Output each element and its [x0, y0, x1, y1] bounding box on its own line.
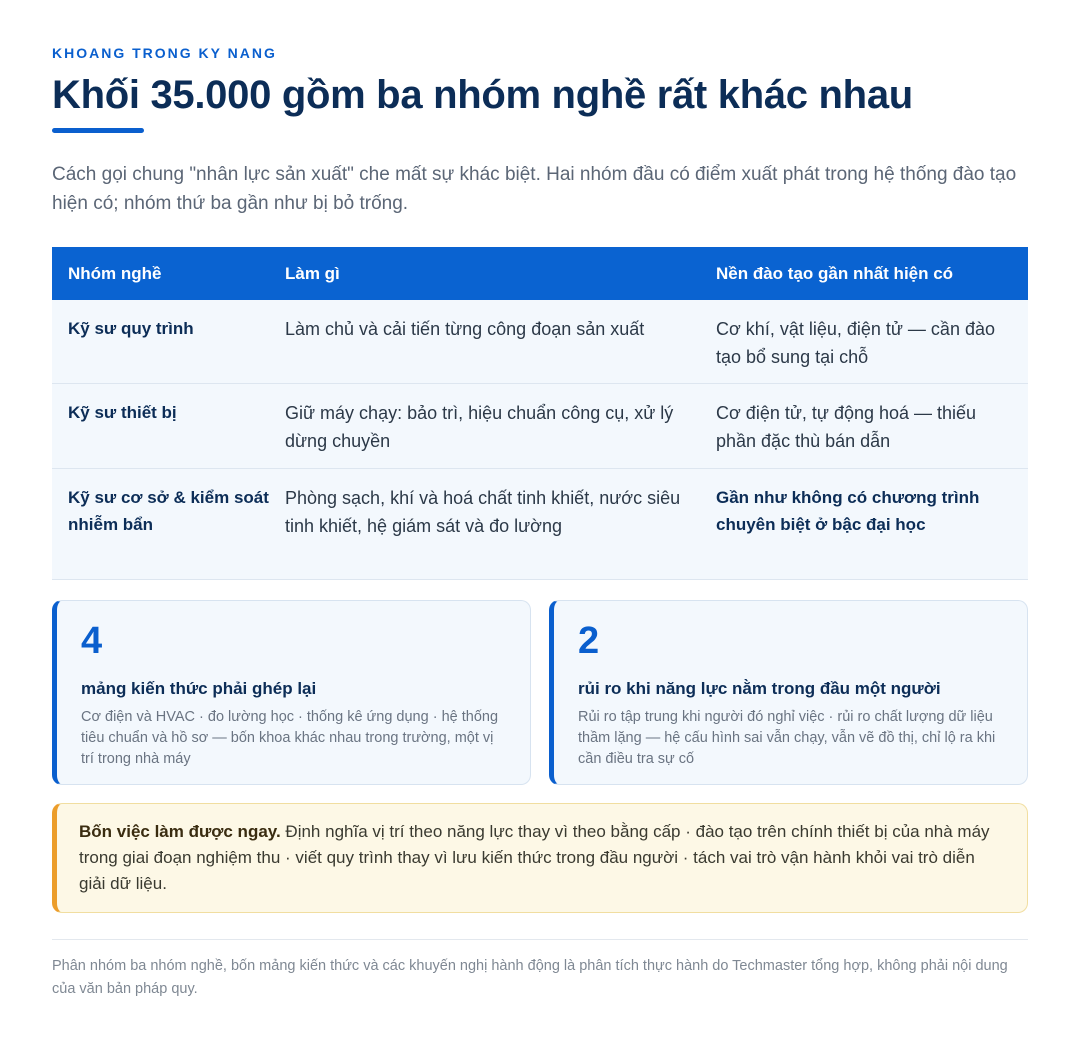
cell-work: Phòng sạch, khí và hoá chất tinh khiết, nước siêu tinh khiết, hệ giám sát và đo lường [285, 488, 681, 536]
cell-group: Kỹ sư quy trình [68, 319, 194, 338]
cell-group: Kỹ sư cơ sở & kiểm soát nhiễm bẩn [68, 488, 269, 534]
stat-number: 2 [578, 620, 600, 662]
column-header-training: Nền đào tạo gần nhất hiện có [716, 263, 954, 283]
stat-description: Rủi ro tập trung khi người đó nghỉ việc · rủi ro chất lượng dữ liệu thầm lặng — hệ cấu hình sai vẫn chạy, vẫn vẽ đồ thị, chỉ lộ ra khi cần điều tra sự cố [578, 709, 996, 767]
stat-label: mảng kiến thức phải ghép lại [81, 679, 317, 698]
lead-paragraph: Cách gọi chung "nhân lực sản xuất" che mất sự khác biệt. Hai nhóm đầu có điểm xuất phát trong hệ thống đào tạo hiện có; nhóm thứ ba gần như bị bỏ trống. [52, 164, 1017, 214]
table-row [52, 384, 1028, 469]
cell-work: Làm chủ và cải tiến từng công đoạn sản xuất [285, 319, 645, 339]
stat-card-knowledge-areas [52, 600, 531, 785]
table-row [52, 300, 1028, 384]
callout-text: Định nghĩa vị trí theo năng lực thay vì theo bằng cấp · đào tạo trên chính thiết bị của nhà máy trong giai đoạn nghiệm thu · viết quy trình thay vì lưu kiến thức trong đầu người · tách vai trò vận hành khỏi vai trò diễn giải dữ liệu. [79, 822, 990, 893]
table-row [52, 469, 1028, 580]
column-header-group: Nhóm nghề [68, 263, 162, 283]
cell-training: Cơ khí, vật liệu, điện tử — cần đào tạo bổ sung tại chỗ [716, 319, 995, 367]
footnote: Phân nhóm ba nhóm nghề, bốn mảng kiến thức và các khuyến nghị hành động là phân tích thực hành do Techmaster tổng hợp, không phải nội dung của văn bản pháp quy. [52, 958, 1008, 997]
table-header-row [52, 247, 1028, 300]
footer-divider [52, 939, 1028, 940]
section-eyebrow: KHOANG TRONG KY NANG [52, 45, 277, 61]
cell-work: Giữ máy chạy: bảo trì, hiệu chuẩn công cụ, xử lý dừng chuyền [285, 403, 674, 451]
stat-description: Cơ điện và HVAC · đo lường học · thống kê ứng dụng · hệ thống tiêu chuẩn và hồ sơ — bốn khoa khác nhau trong trường, một vị trí trong nhà máy [81, 709, 499, 767]
page-title: Khối 35.000 gồm ba nhóm nghề rất khác nhau [52, 73, 913, 117]
cell-training-highlight: Gần như không có chương trình chuyên biệt ở bậc đại học [716, 488, 980, 534]
action-callout [52, 803, 1028, 913]
callout-lead: Bốn việc làm được ngay. [79, 822, 281, 841]
cell-group: Kỹ sư thiết bị [68, 403, 177, 422]
stat-card-risks [549, 600, 1028, 785]
cell-training: Cơ điện tử, tự động hoá — thiếu phần đặc thù bán dẫn [716, 403, 977, 451]
title-underline [52, 128, 144, 133]
column-header-work: Làm gì [285, 263, 340, 283]
occupation-table [52, 247, 1028, 580]
stat-number: 4 [81, 620, 103, 662]
stat-label: rủi ro khi năng lực nằm trong đầu một người [578, 679, 941, 698]
